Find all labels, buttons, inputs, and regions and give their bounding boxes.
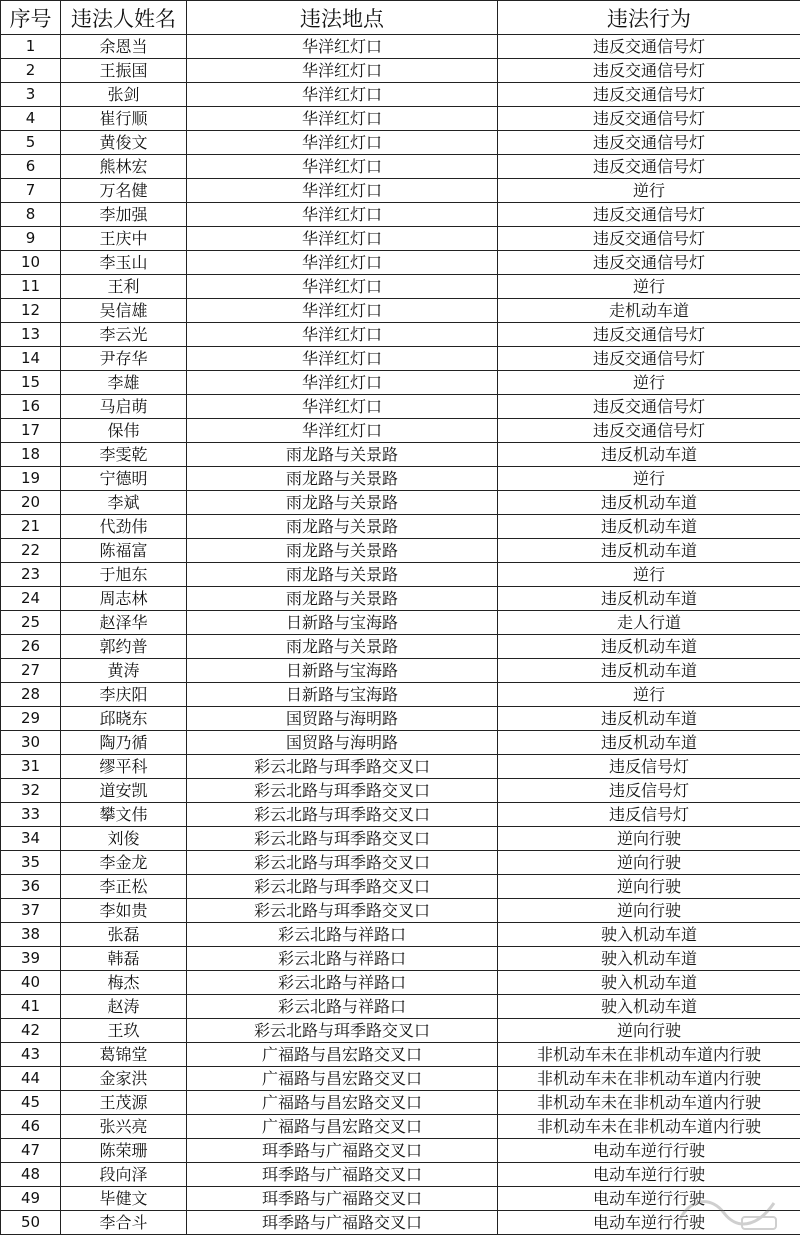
cell-name: 王庆中 [61, 227, 187, 251]
cell-no: 18 [1, 443, 61, 467]
cell-no: 7 [1, 179, 61, 203]
header-action: 违法行为 [498, 1, 800, 35]
cell-no: 42 [1, 1019, 61, 1043]
table-row [1, 155, 800, 179]
cell-no: 45 [1, 1091, 61, 1115]
cell-action: 违反交通信号灯 [498, 131, 800, 155]
cell-name: 黄俊文 [61, 131, 187, 155]
cell-name: 李斌 [61, 491, 187, 515]
cell-action: 违反信号灯 [498, 803, 800, 827]
cell-name: 于旭东 [61, 563, 187, 587]
cell-name: 韩磊 [61, 947, 187, 971]
table-row [1, 371, 800, 395]
table-row [1, 227, 800, 251]
cell-action: 违反交通信号灯 [498, 323, 800, 347]
cell-no: 14 [1, 347, 61, 371]
cell-action: 走机动车道 [498, 299, 800, 323]
cell-location: 华洋红灯口 [187, 179, 498, 203]
table-row [1, 731, 800, 755]
cell-name: 陶乃循 [61, 731, 187, 755]
cell-location: 华洋红灯口 [187, 131, 498, 155]
header-name: 违法人姓名 [61, 1, 187, 35]
cell-name: 张兴亮 [61, 1115, 187, 1139]
table-row [1, 659, 800, 683]
cell-location: 彩云北路与珥季路交叉口 [187, 851, 498, 875]
cell-location: 华洋红灯口 [187, 59, 498, 83]
cell-name: 李加强 [61, 203, 187, 227]
table-row [1, 947, 800, 971]
table-row [1, 611, 800, 635]
cell-action: 逆行 [498, 563, 800, 587]
cell-action: 逆向行驶 [498, 827, 800, 851]
cell-location: 华洋红灯口 [187, 251, 498, 275]
cell-location: 广福路与昌宏路交叉口 [187, 1091, 498, 1115]
cell-location: 彩云北路与珥季路交叉口 [187, 755, 498, 779]
table-row [1, 347, 800, 371]
cell-location: 彩云北路与祥路口 [187, 923, 498, 947]
cell-name: 梅杰 [61, 971, 187, 995]
cell-location: 华洋红灯口 [187, 347, 498, 371]
cell-name: 周志林 [61, 587, 187, 611]
cell-no: 22 [1, 539, 61, 563]
cell-location: 华洋红灯口 [187, 395, 498, 419]
cell-name: 李雄 [61, 371, 187, 395]
cell-action: 逆行 [498, 683, 800, 707]
cell-no: 17 [1, 419, 61, 443]
cell-action: 驶入机动车道 [498, 923, 800, 947]
cell-no: 8 [1, 203, 61, 227]
cell-location: 彩云北路与祥路口 [187, 971, 498, 995]
cell-location: 雨龙路与关景路 [187, 491, 498, 515]
cell-name: 陈荣珊 [61, 1139, 187, 1163]
cell-no: 33 [1, 803, 61, 827]
cell-action: 违反交通信号灯 [498, 347, 800, 371]
table-body [1, 35, 800, 1235]
cell-name: 李合斗 [61, 1211, 187, 1235]
cell-location: 珥季路与广福路交叉口 [187, 1139, 498, 1163]
cell-name: 邱晓东 [61, 707, 187, 731]
table-row [1, 995, 800, 1019]
table-row [1, 899, 800, 923]
cell-no: 29 [1, 707, 61, 731]
cell-action: 违反交通信号灯 [498, 35, 800, 59]
cell-no: 46 [1, 1115, 61, 1139]
cell-action: 非机动车未在非机动车道内行驶 [498, 1043, 800, 1067]
cell-no: 44 [1, 1067, 61, 1091]
cell-location: 华洋红灯口 [187, 35, 498, 59]
cell-no: 47 [1, 1139, 61, 1163]
watermark-logo-icon [672, 1189, 782, 1233]
cell-name: 黄涛 [61, 659, 187, 683]
table-row [1, 131, 800, 155]
header-location: 违法地点 [187, 1, 498, 35]
cell-location: 彩云北路与祥路口 [187, 947, 498, 971]
table-row [1, 1091, 800, 1115]
cell-name: 余恩当 [61, 35, 187, 59]
cell-location: 广福路与昌宏路交叉口 [187, 1115, 498, 1139]
cell-no: 15 [1, 371, 61, 395]
table-row [1, 107, 800, 131]
cell-name: 李庆阳 [61, 683, 187, 707]
cell-no: 28 [1, 683, 61, 707]
cell-name: 王玖 [61, 1019, 187, 1043]
table-row [1, 1139, 800, 1163]
table-row [1, 419, 800, 443]
cell-location: 华洋红灯口 [187, 227, 498, 251]
table-row [1, 635, 800, 659]
cell-location: 彩云北路与珥季路交叉口 [187, 779, 498, 803]
cell-name: 马启萌 [61, 395, 187, 419]
cell-name: 攀文伟 [61, 803, 187, 827]
cell-location: 日新路与宝海路 [187, 659, 498, 683]
cell-location: 彩云北路与珥季路交叉口 [187, 899, 498, 923]
cell-no: 12 [1, 299, 61, 323]
cell-action: 电动车逆行行驶 [498, 1139, 800, 1163]
table-row [1, 587, 800, 611]
cell-no: 36 [1, 875, 61, 899]
cell-no: 25 [1, 611, 61, 635]
table-row [1, 923, 800, 947]
cell-location: 彩云北路与珥季路交叉口 [187, 803, 498, 827]
cell-action: 逆向行驶 [498, 1019, 800, 1043]
cell-location: 华洋红灯口 [187, 371, 498, 395]
cell-location: 广福路与昌宏路交叉口 [187, 1067, 498, 1091]
cell-action: 违反信号灯 [498, 755, 800, 779]
cell-location: 雨龙路与关景路 [187, 563, 498, 587]
cell-name: 尹存华 [61, 347, 187, 371]
cell-no: 31 [1, 755, 61, 779]
cell-action: 驶入机动车道 [498, 971, 800, 995]
cell-location: 华洋红灯口 [187, 107, 498, 131]
cell-location: 珥季路与广福路交叉口 [187, 1163, 498, 1187]
cell-action: 违反交通信号灯 [498, 251, 800, 275]
cell-action: 违反交通信号灯 [498, 107, 800, 131]
table-row [1, 515, 800, 539]
cell-no: 11 [1, 275, 61, 299]
cell-no: 30 [1, 731, 61, 755]
table-row [1, 1115, 800, 1139]
cell-no: 21 [1, 515, 61, 539]
cell-name: 崔行顺 [61, 107, 187, 131]
cell-location: 珥季路与广福路交叉口 [187, 1187, 498, 1211]
cell-no: 26 [1, 635, 61, 659]
cell-name: 毕健文 [61, 1187, 187, 1211]
cell-name: 王茂源 [61, 1091, 187, 1115]
cell-no: 43 [1, 1043, 61, 1067]
cell-no: 5 [1, 131, 61, 155]
cell-name: 熊林宏 [61, 155, 187, 179]
cell-action: 电动车逆行行驶 [498, 1163, 800, 1187]
cell-location: 广福路与昌宏路交叉口 [187, 1043, 498, 1067]
table-row [1, 251, 800, 275]
cell-no: 13 [1, 323, 61, 347]
cell-no: 41 [1, 995, 61, 1019]
cell-action: 违反机动车道 [498, 635, 800, 659]
cell-location: 雨龙路与关景路 [187, 635, 498, 659]
cell-location: 国贸路与海明路 [187, 731, 498, 755]
cell-no: 35 [1, 851, 61, 875]
cell-name: 李玉山 [61, 251, 187, 275]
cell-location: 华洋红灯口 [187, 323, 498, 347]
cell-name: 赵涛 [61, 995, 187, 1019]
cell-location: 雨龙路与关景路 [187, 587, 498, 611]
cell-no: 9 [1, 227, 61, 251]
table-row [1, 443, 800, 467]
cell-action: 违反交通信号灯 [498, 83, 800, 107]
cell-location: 珥季路与广福路交叉口 [187, 1211, 498, 1235]
table-row [1, 83, 800, 107]
cell-name: 李雯乾 [61, 443, 187, 467]
cell-no: 27 [1, 659, 61, 683]
cell-name: 王利 [61, 275, 187, 299]
table-row [1, 275, 800, 299]
cell-name: 吴信雄 [61, 299, 187, 323]
cell-action: 逆行 [498, 179, 800, 203]
cell-action: 非机动车未在非机动车道内行驶 [498, 1115, 800, 1139]
cell-name: 李如贵 [61, 899, 187, 923]
cell-action: 走人行道 [498, 611, 800, 635]
cell-no: 10 [1, 251, 61, 275]
cell-action: 驶入机动车道 [498, 947, 800, 971]
cell-action: 违反机动车道 [498, 539, 800, 563]
cell-name: 张磊 [61, 923, 187, 947]
cell-name: 陈福富 [61, 539, 187, 563]
table-row [1, 755, 800, 779]
table-row [1, 971, 800, 995]
cell-action: 违反机动车道 [498, 587, 800, 611]
cell-no: 24 [1, 587, 61, 611]
cell-name: 万名健 [61, 179, 187, 203]
cell-name: 李云光 [61, 323, 187, 347]
cell-name: 郭约普 [61, 635, 187, 659]
table-row [1, 779, 800, 803]
table-row [1, 851, 800, 875]
cell-action: 违反交通信号灯 [498, 203, 800, 227]
cell-name: 代劲伟 [61, 515, 187, 539]
cell-location: 彩云北路与珥季路交叉口 [187, 1019, 498, 1043]
table-row [1, 323, 800, 347]
cell-action: 违反交通信号灯 [498, 395, 800, 419]
table-row [1, 203, 800, 227]
cell-location: 彩云北路与祥路口 [187, 995, 498, 1019]
cell-action: 电动车逆行行驶 [498, 1211, 800, 1235]
cell-location: 雨龙路与关景路 [187, 443, 498, 467]
cell-no: 49 [1, 1187, 61, 1211]
cell-action: 逆行 [498, 371, 800, 395]
cell-action: 逆向行驶 [498, 851, 800, 875]
cell-action: 逆向行驶 [498, 875, 800, 899]
cell-location: 华洋红灯口 [187, 83, 498, 107]
cell-action: 违反交通信号灯 [498, 155, 800, 179]
cell-name: 缪平科 [61, 755, 187, 779]
cell-location: 华洋红灯口 [187, 155, 498, 179]
cell-no: 40 [1, 971, 61, 995]
cell-location: 华洋红灯口 [187, 419, 498, 443]
table-row [1, 1163, 800, 1187]
cell-location: 彩云北路与珥季路交叉口 [187, 827, 498, 851]
table-row [1, 707, 800, 731]
table-row [1, 1019, 800, 1043]
cell-name: 王振国 [61, 59, 187, 83]
cell-name: 段向泽 [61, 1163, 187, 1187]
cell-name: 李正松 [61, 875, 187, 899]
cell-no: 6 [1, 155, 61, 179]
cell-action: 电动车逆行行驶 [498, 1187, 800, 1211]
header-no: 序号 [1, 1, 61, 35]
cell-no: 3 [1, 83, 61, 107]
cell-name: 金家洪 [61, 1067, 187, 1091]
cell-location: 日新路与宝海路 [187, 683, 498, 707]
cell-no: 1 [1, 35, 61, 59]
cell-name: 赵泽华 [61, 611, 187, 635]
table-row [1, 299, 800, 323]
cell-name: 宁德明 [61, 467, 187, 491]
cell-no: 20 [1, 491, 61, 515]
cell-action: 逆行 [498, 467, 800, 491]
table-row [1, 539, 800, 563]
cell-action: 驶入机动车道 [498, 995, 800, 1019]
cell-location: 国贸路与海明路 [187, 707, 498, 731]
cell-name: 张剑 [61, 83, 187, 107]
cell-action: 违反机动车道 [498, 731, 800, 755]
cell-location: 日新路与宝海路 [187, 611, 498, 635]
cell-action: 违反机动车道 [498, 491, 800, 515]
cell-no: 4 [1, 107, 61, 131]
table-row [1, 179, 800, 203]
cell-no: 50 [1, 1211, 61, 1235]
cell-location: 华洋红灯口 [187, 203, 498, 227]
cell-no: 32 [1, 779, 61, 803]
cell-action: 违反交通信号灯 [498, 227, 800, 251]
table-row [1, 803, 800, 827]
table-row [1, 35, 800, 59]
cell-no: 19 [1, 467, 61, 491]
table-row [1, 467, 800, 491]
cell-action: 违反机动车道 [498, 515, 800, 539]
cell-no: 16 [1, 395, 61, 419]
cell-no: 34 [1, 827, 61, 851]
cell-action: 非机动车未在非机动车道内行驶 [498, 1091, 800, 1115]
table-row [1, 683, 800, 707]
cell-action: 逆行 [498, 275, 800, 299]
header-row [1, 1, 800, 35]
cell-name: 刘俊 [61, 827, 187, 851]
table-row [1, 491, 800, 515]
cell-no: 23 [1, 563, 61, 587]
cell-no: 2 [1, 59, 61, 83]
cell-action: 违反机动车道 [498, 707, 800, 731]
table-row [1, 563, 800, 587]
cell-location: 雨龙路与关景路 [187, 467, 498, 491]
cell-location: 雨龙路与关景路 [187, 515, 498, 539]
cell-location: 华洋红灯口 [187, 275, 498, 299]
cell-name: 葛锦堂 [61, 1043, 187, 1067]
cell-name: 道安凯 [61, 779, 187, 803]
cell-action: 逆向行驶 [498, 899, 800, 923]
table-row [1, 1043, 800, 1067]
cell-action: 非机动车未在非机动车道内行驶 [498, 1067, 800, 1091]
cell-no: 48 [1, 1163, 61, 1187]
table-row [1, 875, 800, 899]
cell-name: 李金龙 [61, 851, 187, 875]
cell-name: 保伟 [61, 419, 187, 443]
cell-no: 38 [1, 923, 61, 947]
table-row [1, 1067, 800, 1091]
cell-location: 彩云北路与珥季路交叉口 [187, 875, 498, 899]
table-row [1, 395, 800, 419]
cell-action: 违反机动车道 [498, 659, 800, 683]
cell-no: 37 [1, 899, 61, 923]
cell-action: 违反信号灯 [498, 779, 800, 803]
cell-action: 违反交通信号灯 [498, 419, 800, 443]
table-row [1, 827, 800, 851]
cell-no: 39 [1, 947, 61, 971]
cell-action: 违反机动车道 [498, 443, 800, 467]
table-row [1, 59, 800, 83]
cell-action: 违反交通信号灯 [498, 59, 800, 83]
cell-location: 雨龙路与关景路 [187, 539, 498, 563]
cell-location: 华洋红灯口 [187, 299, 498, 323]
